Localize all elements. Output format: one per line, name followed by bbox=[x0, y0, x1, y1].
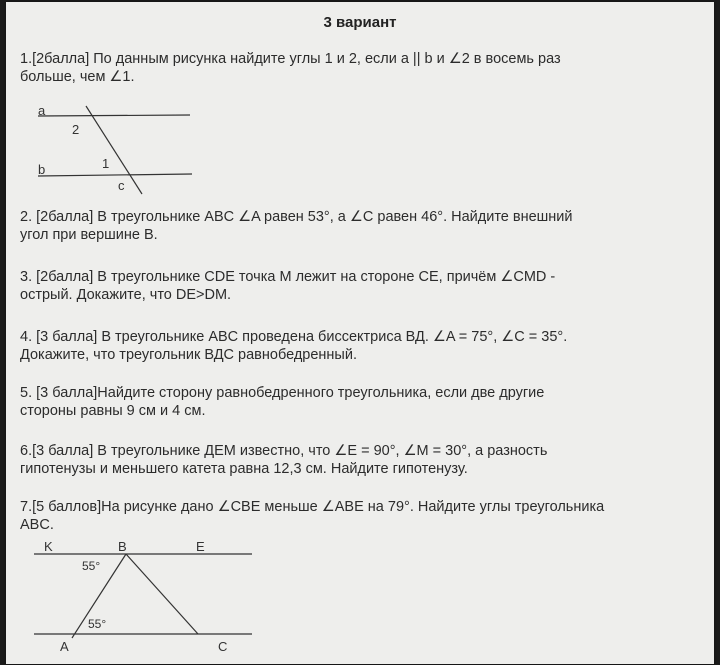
point-E-label: E bbox=[196, 539, 205, 554]
problem-4-line-2: Докажите, что треугольник ВДС равнобедренный. bbox=[20, 347, 357, 363]
figure-7-triangle bbox=[20, 538, 260, 660]
problem-7 bbox=[20, 498, 692, 534]
transversal-c bbox=[86, 106, 142, 194]
label-b: b bbox=[38, 162, 46, 177]
line-b bbox=[38, 174, 192, 176]
problem-2 bbox=[20, 208, 692, 244]
problem-7-line-2: ABC. bbox=[20, 517, 54, 533]
point-A-label: A bbox=[60, 639, 69, 654]
problem-5-line-2: стороны равны 9 см и 4 см. bbox=[20, 403, 206, 419]
angle-1-label: 1 bbox=[102, 156, 110, 171]
point-K-label: K bbox=[44, 539, 53, 554]
problem-3-line-1: 3. [2балла] В треугольнике CDE точка M лежит на стороне CE, причём ∠CMD - bbox=[20, 269, 556, 285]
problem-6 bbox=[20, 442, 692, 478]
figure-1-parallel-lines bbox=[20, 102, 210, 197]
problem-7-line-1: 7.[5 баллов]На рисунке дано ∠CBE меньше ∠ABE на 79°. Найдите углы треугольника bbox=[20, 499, 605, 515]
angle-KBA-label: 55° bbox=[82, 559, 101, 573]
angle-2-label: 2 bbox=[72, 122, 80, 137]
point-B-label: B bbox=[118, 539, 127, 554]
point-C-label: C bbox=[218, 639, 228, 654]
problem-4 bbox=[20, 328, 692, 364]
problem-3 bbox=[20, 268, 692, 304]
line-a bbox=[38, 115, 190, 116]
problem-2-line-2: угол при вершине B. bbox=[20, 227, 158, 243]
worksheet-page bbox=[6, 2, 714, 664]
side-BC bbox=[126, 554, 198, 634]
angle-BAC-label: 55° bbox=[88, 617, 107, 631]
problem-5-line-1: 5. [3 балла]Найдите сторону равнобедренного треугольника, если две другие bbox=[20, 385, 545, 401]
problem-3-line-2: острый. Докажите, что DE>DM. bbox=[20, 287, 232, 303]
problem-6-line-1: 6.[3 балла] В треугольнике ДЕМ известно, что ∠E = 90°, ∠M = 30°, а разность bbox=[20, 443, 548, 459]
page-title: 3 вариант bbox=[323, 14, 397, 31]
problem-1-line-1: 1.[2балла] По данным рисунка найдите углы 1 и 2, если a || b и ∠2 в восемь раз bbox=[20, 51, 561, 67]
problem-1 bbox=[20, 50, 692, 86]
problem-4-line-1: 4. [3 балла] В треугольнике ABC проведена биссектриса ВД. ∠A = 75°, ∠C = 35°. bbox=[20, 329, 568, 345]
label-c: c bbox=[118, 178, 125, 193]
problem-5 bbox=[20, 384, 692, 420]
label-a: a bbox=[38, 103, 46, 118]
problem-6-line-2: гипотенузы и меньшего катета равна 12,3 см. Найдите гипотенузу. bbox=[20, 461, 468, 477]
problem-1-line-2: больше, чем ∠1. bbox=[20, 69, 135, 85]
problem-2-line-1: 2. [2балла] В треугольнике ABC ∠A равен 53°, а ∠C равен 46°. Найдите внешний bbox=[20, 209, 573, 225]
